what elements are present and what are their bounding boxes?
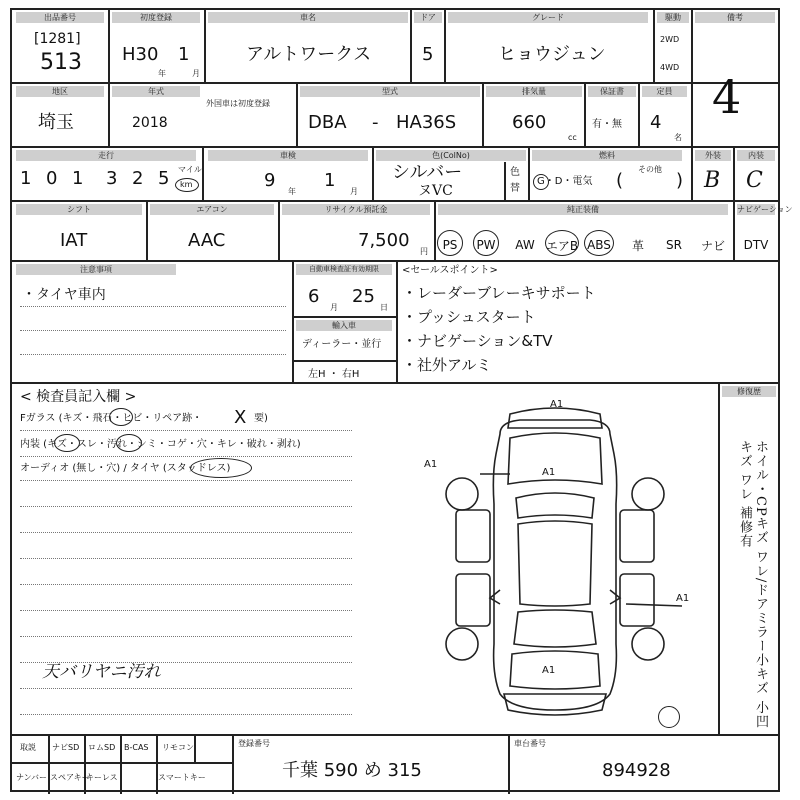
col-divider bbox=[146, 200, 148, 260]
inspection-expiry-day: 25 bbox=[352, 286, 375, 307]
aircon: AAC bbox=[188, 230, 226, 251]
drive-2wd: 2WD bbox=[660, 35, 680, 44]
label-inspection-expiry: 自動車検査証有効期限 bbox=[296, 264, 392, 275]
label-grade: グレード bbox=[448, 12, 648, 23]
label-warranty: 保証書 bbox=[588, 86, 636, 97]
studless-circle bbox=[190, 458, 252, 478]
col-divider bbox=[718, 382, 720, 734]
model-year: 2018 bbox=[132, 115, 168, 131]
recycle-unit: 円 bbox=[420, 247, 428, 256]
label-exterior: 外装 bbox=[695, 150, 731, 161]
wheel-rear-left bbox=[446, 628, 478, 660]
inspector-title: < 検査員記入欄 > bbox=[20, 389, 137, 405]
inspection-day: 1 bbox=[324, 170, 336, 191]
recycle-fee: 7,500 bbox=[358, 230, 410, 251]
inspector-line bbox=[20, 480, 352, 481]
sales-point-4: ・社外アルミ bbox=[402, 356, 492, 374]
option-remote: リモコン bbox=[162, 743, 194, 752]
col-divider bbox=[296, 82, 298, 146]
mileage-unit-km: km bbox=[180, 180, 193, 189]
label-navigation: ナビゲーション bbox=[737, 205, 793, 214]
model-code: HA36S bbox=[396, 112, 457, 133]
equip-navi: ナビ bbox=[700, 238, 725, 253]
col-divider bbox=[528, 146, 530, 200]
col-divider bbox=[482, 82, 484, 146]
notes-line bbox=[20, 306, 286, 307]
mileage-digit-4: 3 bbox=[106, 168, 118, 189]
sales-points-label: <セールスポイント> bbox=[402, 265, 498, 276]
diagram-mark-3: A1 bbox=[542, 467, 556, 478]
inspector-line bbox=[20, 688, 352, 689]
plate-label: 登録番号 bbox=[238, 739, 270, 748]
equip-dtv: DTV bbox=[743, 238, 769, 252]
inspector-line bbox=[20, 430, 352, 431]
label-mileage: 走行 bbox=[16, 150, 196, 161]
mileage-digit-5: 2 bbox=[132, 168, 144, 189]
spare-wheel-circle bbox=[658, 706, 680, 728]
unit-year: 年 bbox=[158, 69, 166, 78]
label-remarks: 備考 bbox=[695, 12, 775, 23]
capacity: 4 bbox=[650, 112, 662, 133]
col-divider bbox=[278, 200, 280, 260]
mileage-unit-mile: マイル bbox=[178, 165, 202, 174]
col-divider bbox=[202, 146, 204, 200]
wheel-rear-right bbox=[632, 628, 664, 660]
row-divider bbox=[12, 382, 778, 384]
fuel: G・D・電気 bbox=[537, 176, 593, 187]
equip-abs: ABS bbox=[587, 238, 611, 252]
auction-sheet bbox=[10, 8, 793, 792]
col-divider bbox=[733, 146, 735, 200]
label-year: 年式 bbox=[112, 86, 200, 97]
inspector-interior: 内装 (キズ・スレ・汚れ・シミ・コゲ・穴・キレ・破れ・剥れ) bbox=[20, 439, 301, 450]
option-navi-sd: ナビSD bbox=[52, 743, 80, 752]
col-divider bbox=[292, 260, 294, 382]
col-divider bbox=[410, 10, 412, 82]
sales-point-2: ・プッシュスタート bbox=[402, 308, 536, 326]
unit-day-expiry: 日 bbox=[380, 303, 388, 312]
interior-dirt-circle bbox=[116, 434, 142, 452]
import-dealer: ディーラー・並行 bbox=[302, 339, 382, 350]
diagram-mark-5: A1 bbox=[542, 665, 556, 676]
option-bcas: B-CAS bbox=[124, 743, 149, 752]
model-prefix: DBA bbox=[308, 112, 347, 133]
diagram-mark-2: A1 bbox=[424, 459, 438, 470]
label-notes: 注意事項 bbox=[16, 264, 176, 275]
col-divider bbox=[396, 260, 398, 382]
col-divider bbox=[372, 146, 374, 200]
col-divider bbox=[108, 82, 110, 146]
front-left-fender bbox=[456, 510, 490, 562]
row-divider bbox=[12, 146, 778, 148]
unit-year-inspection: 年 bbox=[288, 187, 296, 196]
col-divider bbox=[156, 734, 158, 794]
inspector-line bbox=[20, 558, 352, 559]
label-fuel: 燃料 bbox=[532, 150, 682, 161]
interior-grade: C bbox=[746, 168, 763, 193]
glass-chip-circle bbox=[109, 408, 133, 426]
color: シルバー bbox=[392, 162, 463, 183]
label-displacement: 排気量 bbox=[486, 86, 582, 97]
label-recycle: リサイクル預託金 bbox=[282, 204, 430, 215]
region: 埼玉 bbox=[38, 112, 74, 133]
col-divider bbox=[691, 146, 693, 200]
row-divider bbox=[292, 316, 396, 318]
right-mirror bbox=[610, 590, 620, 604]
option-rom-sd: ロムSD bbox=[88, 743, 116, 752]
import-steering: 左H ・ 右H bbox=[308, 369, 360, 380]
inspection-month: 9 bbox=[264, 170, 276, 191]
unit-month-expiry: 月 bbox=[330, 303, 338, 312]
col-divider bbox=[84, 734, 86, 794]
label-drive: 駆動 bbox=[657, 12, 689, 23]
displacement-unit: cc bbox=[568, 133, 577, 142]
fuel-paren-open: ( bbox=[616, 170, 624, 191]
exterior-grade: B bbox=[704, 168, 721, 193]
front-right-fender bbox=[620, 510, 654, 562]
col-divider bbox=[504, 162, 506, 200]
label-capacity: 定員 bbox=[642, 86, 687, 97]
color-code: ヌVC bbox=[418, 183, 453, 199]
label-import: 輸入車 bbox=[296, 320, 392, 331]
wheel-front-right bbox=[632, 478, 664, 510]
equip-sr: SR bbox=[666, 238, 682, 252]
front-bumper bbox=[508, 408, 602, 428]
col-divider bbox=[204, 10, 206, 82]
rear-window bbox=[514, 610, 596, 647]
color-change-1: 色 bbox=[510, 167, 520, 178]
inspector-glass-req: 要) bbox=[254, 413, 268, 424]
label-equipment: 純正装備 bbox=[438, 204, 728, 215]
label-repair: 修復歴 bbox=[722, 386, 776, 397]
label-region: 地区 bbox=[16, 86, 104, 97]
left-mirror bbox=[490, 590, 500, 604]
grade: ヒョウジュン bbox=[498, 44, 606, 65]
unit-month-inspection: 月 bbox=[350, 187, 358, 196]
roof bbox=[518, 521, 592, 606]
equip-airbag: エアB bbox=[545, 238, 579, 253]
notes-text: ・タイヤ車内 bbox=[22, 287, 106, 303]
col-divider bbox=[48, 734, 50, 794]
option-manual: 取説 bbox=[20, 743, 36, 752]
col-divider bbox=[444, 10, 446, 82]
chassis: 894928 bbox=[602, 760, 671, 781]
inspector-glass: Fガラス (キズ・飛石・ヒビ・リペア跡・ bbox=[20, 413, 203, 424]
col-divider bbox=[232, 734, 234, 794]
col-divider bbox=[584, 82, 586, 146]
label-doors: ドア bbox=[414, 12, 442, 23]
inspector-line bbox=[20, 584, 352, 585]
windshield bbox=[516, 493, 594, 518]
col-divider bbox=[120, 734, 122, 794]
notes-line bbox=[20, 330, 286, 331]
label-interior: 内装 bbox=[737, 150, 775, 161]
drive-4wd: 4WD bbox=[660, 63, 680, 72]
label-inspection: 車検 bbox=[208, 150, 368, 161]
label-car-name: 車名 bbox=[208, 12, 408, 23]
inspector-handwritten: 天バリヤニ汚れ bbox=[42, 662, 161, 682]
lot-number: 513 bbox=[40, 50, 82, 75]
col-divider bbox=[108, 10, 110, 82]
chassis-label: 車台番号 bbox=[514, 739, 546, 748]
inspector-line bbox=[20, 636, 352, 637]
rear-right-fender bbox=[620, 574, 654, 626]
lot-bracket: [1281] bbox=[34, 31, 81, 47]
equip-pw: PW bbox=[476, 238, 496, 252]
inspector-line bbox=[20, 506, 352, 507]
equip-leather: 革 bbox=[631, 238, 644, 253]
col-divider bbox=[638, 82, 640, 146]
shift: IAT bbox=[60, 230, 88, 251]
mileage-digit-3: 1 bbox=[72, 168, 84, 189]
fuel-paren-close: ) bbox=[676, 170, 684, 191]
label-color: 色(ColNo) bbox=[376, 150, 526, 161]
row-divider bbox=[12, 82, 778, 84]
option-keyless: キーレス bbox=[86, 773, 118, 782]
remark-handwritten: 4 bbox=[712, 70, 742, 124]
inspection-expiry-month: 6 bbox=[308, 286, 320, 307]
wheel-front-left bbox=[446, 478, 478, 510]
mark-leader bbox=[626, 604, 682, 606]
displacement: 660 bbox=[512, 112, 547, 133]
row-divider bbox=[12, 734, 778, 736]
inspector-line bbox=[20, 532, 352, 533]
mileage-digit-6: 5 bbox=[158, 168, 170, 189]
row-divider bbox=[12, 762, 232, 764]
color-change-2: 替 bbox=[510, 183, 520, 194]
inspector-line bbox=[20, 714, 352, 715]
mileage-digit-2: 0 bbox=[46, 168, 58, 189]
inspector-line bbox=[20, 610, 352, 611]
inspector-line bbox=[20, 456, 352, 457]
side-note: ホイル・CPキズ ワレ/ドアミラー小キズ 小凹 キズ ワレ 補修有 bbox=[737, 440, 768, 729]
interior-scratch-circle bbox=[54, 434, 80, 452]
sales-point-1: ・レーダーブレーキサポート bbox=[402, 284, 596, 302]
capacity-unit: 名 bbox=[674, 133, 682, 142]
label-aircon: エアコン bbox=[150, 204, 274, 215]
reg-month: 1 bbox=[178, 44, 190, 65]
warranty: 有・無 bbox=[592, 119, 622, 130]
col-divider bbox=[194, 734, 196, 762]
row-divider bbox=[292, 360, 396, 362]
mileage-digit-1: 1 bbox=[20, 168, 32, 189]
fuel-other-label: その他 bbox=[638, 165, 662, 174]
inspector-glass-mark: X bbox=[234, 407, 247, 428]
equip-ps: PS bbox=[442, 238, 458, 252]
label-model: 型式 bbox=[300, 86, 480, 97]
option-plate: ナンバー bbox=[16, 773, 48, 782]
row-divider bbox=[12, 200, 778, 202]
plate: 千葉 590 め 315 bbox=[282, 760, 422, 781]
reg-era: H30 bbox=[122, 44, 159, 65]
col-divider bbox=[508, 734, 510, 794]
col-divider bbox=[653, 10, 655, 82]
diagram-mark-1: A1 bbox=[550, 399, 564, 410]
unit-month: 月 bbox=[192, 69, 200, 78]
car-name: アルトワークス bbox=[246, 44, 372, 65]
year-note: 外国車は初度登録 bbox=[206, 99, 270, 108]
rear-bumper bbox=[504, 694, 606, 715]
doors: 5 bbox=[422, 44, 434, 65]
label-shift: シフト bbox=[16, 204, 142, 215]
sales-point-3: ・ナビゲーション&TV bbox=[402, 332, 553, 350]
inspector-audio: オーディオ (無し・穴) / タイヤ (スタッドレス) bbox=[20, 463, 231, 474]
notes-line bbox=[20, 354, 286, 355]
col-divider bbox=[691, 10, 693, 146]
label-first-reg: 初度登録 bbox=[112, 12, 200, 23]
label-lot: 出品番号 bbox=[16, 12, 104, 23]
model-dash: - bbox=[372, 112, 379, 133]
diagram-mark-4: A1 bbox=[676, 593, 690, 604]
option-smart-key: スマートキー bbox=[158, 773, 206, 782]
option-spare-key: スペアキー bbox=[50, 773, 90, 782]
equip-aw: AW bbox=[515, 238, 535, 252]
rear-left-fender bbox=[456, 574, 490, 626]
